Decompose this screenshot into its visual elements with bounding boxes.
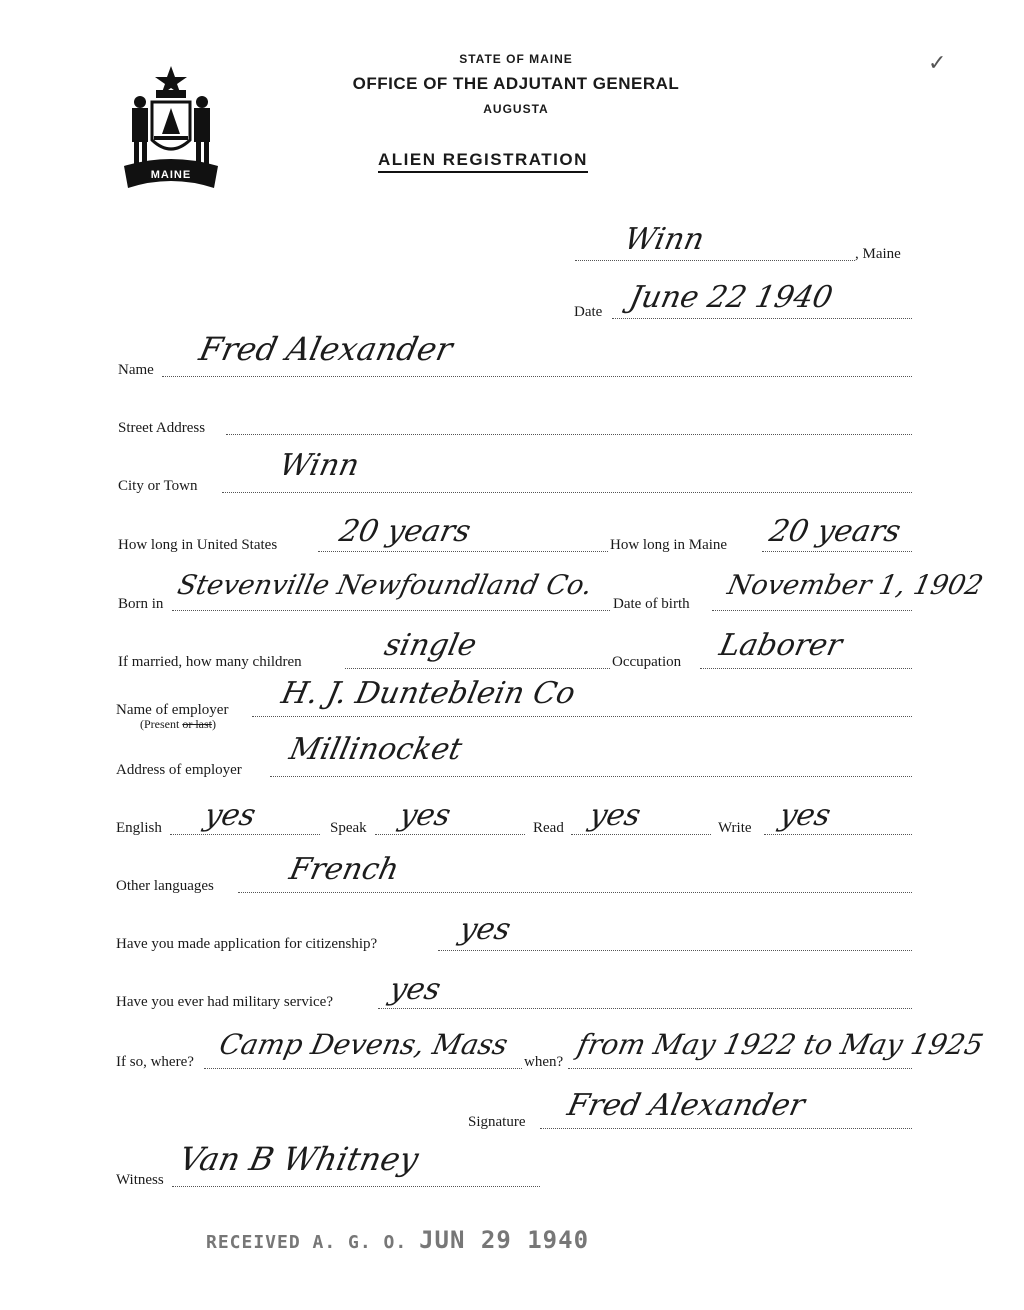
- name-value: Fred Alexander: [195, 330, 456, 368]
- witness-label: Witness: [116, 1172, 164, 1188]
- occupation-label: Occupation: [612, 654, 682, 670]
- employer-value: H. J. Dunteblein Co: [278, 676, 579, 711]
- name-label: Name: [118, 362, 154, 378]
- us-duration-value: 20 years: [336, 514, 474, 549]
- write-line: [764, 834, 912, 835]
- write-label: Write: [718, 820, 752, 836]
- header-state: STATE OF MAINE: [459, 52, 573, 66]
- citizenship-line: [438, 950, 912, 951]
- employer-subnote-struck: or last: [182, 717, 212, 731]
- check-mark: ✓: [928, 50, 947, 75]
- city-line: [222, 492, 912, 493]
- english-label: English: [116, 820, 162, 836]
- maine-duration-label: How long in Maine: [610, 537, 728, 553]
- when-line: [568, 1068, 912, 1069]
- occupation-value: Laborer: [716, 628, 846, 663]
- children-label: If married, how many children: [118, 654, 302, 670]
- born-label: Born in: [118, 596, 164, 612]
- date-label: Date: [574, 304, 603, 320]
- read-label: Read: [533, 820, 564, 836]
- seal-banner-text: MAINE: [150, 169, 192, 181]
- employer-address-label: Address of employer: [116, 762, 242, 778]
- town-value: Winn: [621, 222, 708, 257]
- citizenship-value: yes: [456, 912, 514, 947]
- employer-address-line: [270, 776, 912, 777]
- speak-line: [375, 834, 525, 835]
- read-value: yes: [586, 798, 644, 833]
- employer-subnote: [140, 717, 216, 732]
- street-line: [226, 434, 912, 435]
- header-office: OFFICE OF THE ADJUTANT GENERAL: [352, 74, 680, 93]
- where-label: If so, where?: [116, 1054, 194, 1070]
- date-value: June 22 1940: [626, 280, 836, 315]
- signature-line: [540, 1128, 912, 1129]
- speak-value: yes: [396, 798, 454, 833]
- signature-value: Fred Alexander: [564, 1088, 808, 1123]
- received-stamp-date: JUN 29 1940: [419, 1226, 590, 1254]
- city-value: Winn: [276, 448, 363, 483]
- dob-line: [712, 610, 912, 611]
- form-title: ALIEN REGISTRATION: [378, 150, 588, 173]
- name-line: [162, 376, 912, 377]
- city-label: City or Town: [118, 478, 198, 494]
- occupation-line: [700, 668, 912, 669]
- citizenship-label: Have you made application for citizenship?: [116, 936, 378, 952]
- maine-suffix: , Maine: [855, 246, 901, 262]
- military-value: yes: [386, 972, 444, 1007]
- where-value: Camp Devens, Mass: [216, 1028, 511, 1061]
- other-languages-line: [238, 892, 912, 893]
- military-label: Have you ever had military service?: [116, 994, 333, 1010]
- write-value: yes: [776, 798, 834, 833]
- date-line: [612, 318, 912, 319]
- english-line: [170, 834, 320, 835]
- other-languages-label: Other languages: [116, 878, 214, 894]
- dob-value: November 1, 1902: [724, 570, 986, 601]
- town-line: [575, 260, 855, 261]
- where-line: [204, 1068, 522, 1069]
- received-stamp-text: RECEIVED A. G. O.: [206, 1232, 408, 1253]
- street-label: Street Address: [118, 420, 206, 436]
- employer-line: [252, 716, 912, 717]
- military-line: [378, 1008, 912, 1009]
- us-duration-label: How long in United States: [118, 537, 278, 553]
- born-line: [172, 610, 610, 611]
- witness-line: [172, 1186, 540, 1187]
- employer-address-value: Millinocket: [286, 732, 466, 767]
- us-duration-line: [318, 551, 608, 552]
- when-value: from May 1922 to May 1925: [574, 1028, 987, 1061]
- employer-label: Name of employer: [116, 702, 229, 718]
- witness-value: Van B Whitney: [175, 1140, 422, 1178]
- employer-subnote-close: ): [212, 717, 216, 731]
- when-label: when?: [524, 1054, 564, 1070]
- maine-duration-line: [762, 551, 912, 552]
- english-value: yes: [201, 798, 259, 833]
- children-line: [345, 668, 610, 669]
- header-city: AUGUSTA: [483, 102, 549, 116]
- maine-duration-value: 20 years: [766, 514, 904, 549]
- signature-label: Signature: [468, 1114, 526, 1130]
- born-value: Stevenville Newfoundland Co.: [174, 570, 595, 601]
- speak-label: Speak: [330, 820, 367, 836]
- other-languages-value: French: [286, 852, 403, 887]
- received-stamp: [206, 1226, 589, 1254]
- children-value: single: [381, 628, 480, 663]
- read-line: [571, 834, 711, 835]
- employer-subnote-present: (Present: [140, 717, 180, 731]
- dob-label: Date of birth: [613, 596, 690, 612]
